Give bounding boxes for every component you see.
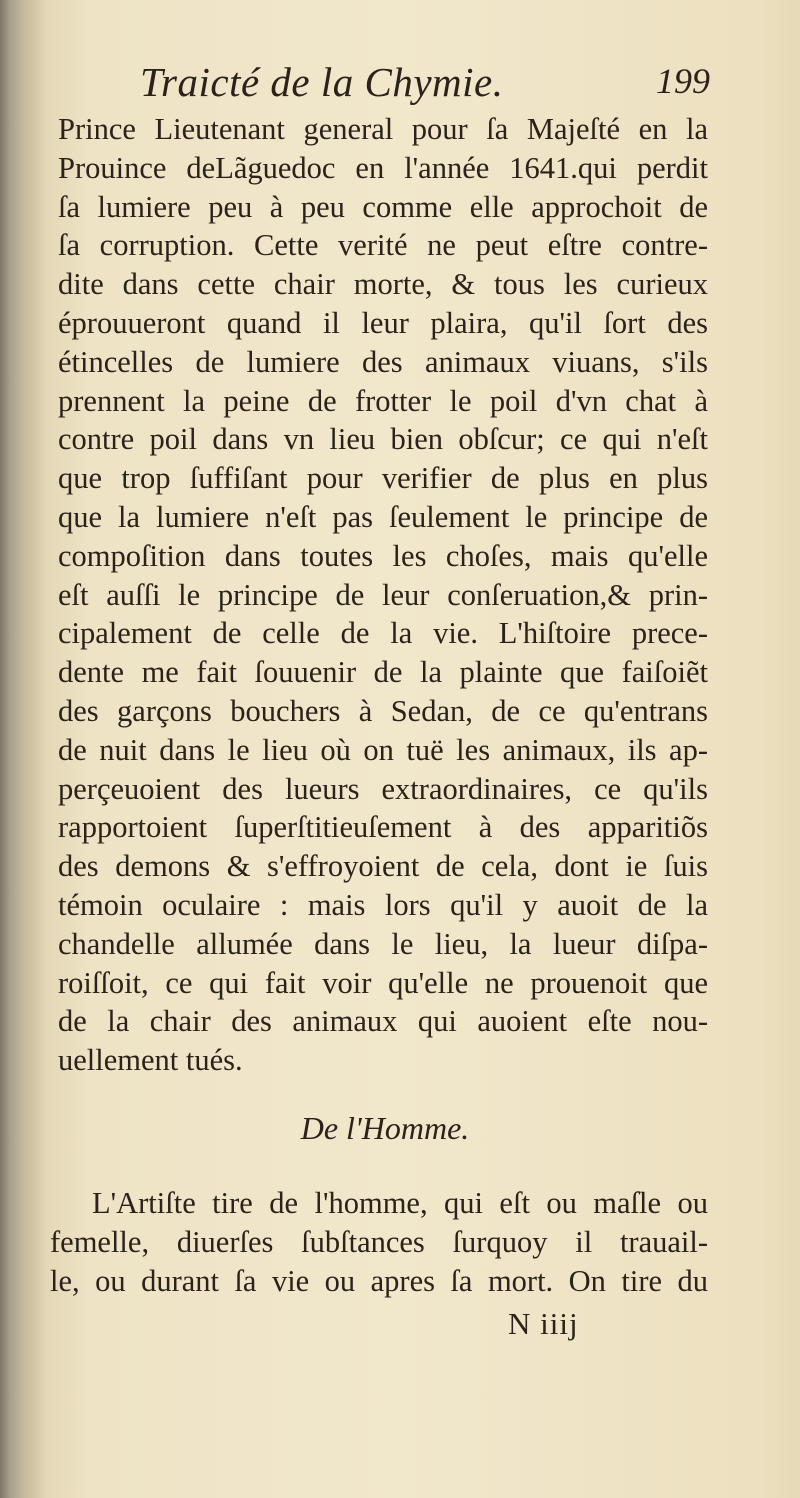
paragraph-2 — [50, 1184, 708, 1300]
text-line: de nuit dans le lieu où on tuë les animaux, ils ap- — [58, 732, 708, 767]
text-line: L'Artiſte tire de l'homme, qui eſt ou maſle ou — [92, 1186, 708, 1220]
running-title: Traicté de la Chymie. — [140, 59, 504, 105]
text-line: de la chair des animaux qui auoient eſte nou- — [58, 1004, 708, 1039]
text-line: compoſition dans toutes les choſes, mais qu'elle — [58, 538, 708, 573]
text-line: perçeuoient des lueurs extraordinaires, ce qu'ils — [58, 771, 708, 806]
text-line: le, ou durant ſa vie ou apres ſa mort. On tire du — [50, 1263, 708, 1298]
text-line: éprouueront quand il leur plaira, qu'il ſort des — [58, 305, 708, 340]
text-line: rapportoient ſuperſtitieuſement à des apparitiõs — [58, 810, 708, 845]
text-line: que trop ſuffiſant pour verifier de plus en plus — [58, 461, 708, 496]
text-line: uellement tués. — [58, 1043, 243, 1078]
text-line: contre poil dans vn lieu bien obſcur; ce qui n'eſt — [58, 422, 708, 457]
text-line: des demons & s'effroyoient de cela, dont ie ſuis — [58, 849, 708, 884]
text-line: chandelle allumée dans le lieu, la lueur diſpa- — [58, 926, 708, 961]
text-line: ſa corruption. Cette verité ne peut eſtre contre- — [58, 228, 708, 263]
text-line: dente me fait ſouuenir de la plainte que faiſoiẽt — [58, 655, 708, 690]
text-line: cipalement de celle de la vie. L'hiſtoire prece- — [58, 616, 708, 651]
text-line: étincelles de lumiere des animaux viuans, s'ils — [58, 344, 708, 379]
text-line: des garçons bouchers à Sedan, de ce qu'entrans — [58, 693, 708, 728]
text-line: femelle, diuerſes ſubſtances ſurquoy il trauail- — [50, 1224, 708, 1259]
binding-gutter — [0, 0, 46, 1498]
text-line: que la lumiere n'eſt pas ſeulement le principe de — [58, 499, 708, 534]
section-heading-text: De l'Homme. — [300, 1110, 470, 1146]
text-line: Prince Lieutenant general pour ſa Majeſté en la — [58, 112, 708, 146]
text-line: dite dans cette chair morte, & tous les curieux — [58, 267, 708, 302]
text-line: témoin oculaire : mais lors qu'il y auoit de la — [58, 887, 708, 922]
paragraph-1 — [58, 110, 708, 1080]
text-line: roiſſoit, ce qui fait voir qu'elle ne prouenoit que — [58, 965, 708, 1000]
page-number: 199 — [656, 61, 710, 101]
signature-mark: N iiij — [508, 1306, 579, 1341]
section-heading — [0, 1110, 800, 1147]
text-line: eſt auſſi le principe de leur conſeruation,& prin- — [58, 577, 708, 612]
text-line: ſa lumiere peu à peu comme elle approchoit de — [58, 189, 708, 224]
text-line: prennent la peine de frotter le poil d'vn chat à — [58, 383, 708, 418]
running-head — [140, 58, 710, 108]
text-line: Prouince deLãguedoc en l'année 1641.qui perdit — [58, 150, 708, 185]
